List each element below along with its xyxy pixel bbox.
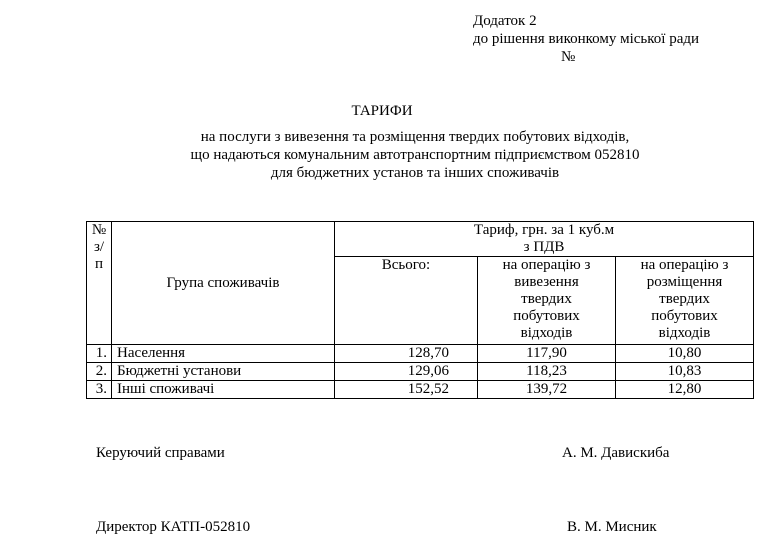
addendum-decision: до рішення виконкому міської ради <box>473 31 700 47</box>
signature-name: В. М. Мисник <box>567 519 657 535</box>
subtitle-line-3: для бюджетних установ та інших споживачів <box>270 165 560 181</box>
header-placement <box>616 257 754 345</box>
header-total: Всього: <box>335 257 478 345</box>
subtitle-line-2: що надаються комунальним автотранспортним підприємством 052810 <box>190 147 640 163</box>
header-removal-line: відходів <box>520 325 573 341</box>
row-placement: 10,80 <box>616 345 754 363</box>
header-tariff-line: Тариф, грн. за 1 куб.м <box>473 222 615 238</box>
row-group: Бюджетні установи <box>112 363 335 381</box>
row-removal: 139,72 <box>478 381 616 399</box>
row-group: Інші споживачі <box>112 381 335 399</box>
document-title: ТАРИФИ <box>351 103 413 119</box>
header-placement-line: твердих <box>659 291 710 307</box>
addendum-number: № <box>561 49 576 65</box>
row-total: 128,70 <box>335 345 478 363</box>
header-tariff-line: з ПДВ <box>523 239 565 255</box>
header-removal-line: твердих <box>521 291 572 307</box>
header-placement-line: розміщення <box>646 274 723 290</box>
header-placement-line: відходів <box>658 325 711 341</box>
addendum-title: Додаток 2 <box>473 13 537 29</box>
row-group: Населення <box>112 345 335 363</box>
row-number: 1. <box>87 345 112 363</box>
table-row <box>87 345 754 363</box>
table-header-row-1 <box>87 222 754 257</box>
document-subtitle <box>0 128 764 182</box>
signature-position: Керуючий справами <box>96 445 225 461</box>
signature-position: Директор КАТП-052810 <box>96 519 251 535</box>
header-removal <box>478 257 616 345</box>
signature-name: А. М. Давискиба <box>562 445 670 461</box>
row-number: 3. <box>87 381 112 399</box>
header-number-line: № <box>91 222 107 238</box>
row-number: 2. <box>87 363 112 381</box>
row-placement: 12,80 <box>616 381 754 399</box>
table-row <box>87 363 754 381</box>
header-number-line: з/ <box>93 239 105 255</box>
addendum-block <box>473 12 699 66</box>
header-placement-line: побутових <box>651 308 718 324</box>
row-removal: 118,23 <box>478 363 616 381</box>
header-removal-line: побутових <box>513 308 580 324</box>
header-removal-line: на операцію з <box>502 257 591 273</box>
header-placement-line: на операцію з <box>640 257 729 273</box>
header-number-line: п <box>94 256 104 272</box>
row-placement: 10,83 <box>616 363 754 381</box>
header-number <box>87 222 112 345</box>
subtitle-line-1: на послуги з вивезення та розміщення твердих побутових відходів, <box>200 129 630 145</box>
header-group: Група споживачів <box>112 222 335 345</box>
table-row <box>87 381 754 399</box>
row-total: 152,52 <box>335 381 478 399</box>
header-tariff <box>335 222 754 257</box>
tariffs-table <box>86 221 754 399</box>
row-removal: 117,90 <box>478 345 616 363</box>
header-removal-line: вивезення <box>514 274 579 290</box>
row-total: 129,06 <box>335 363 478 381</box>
